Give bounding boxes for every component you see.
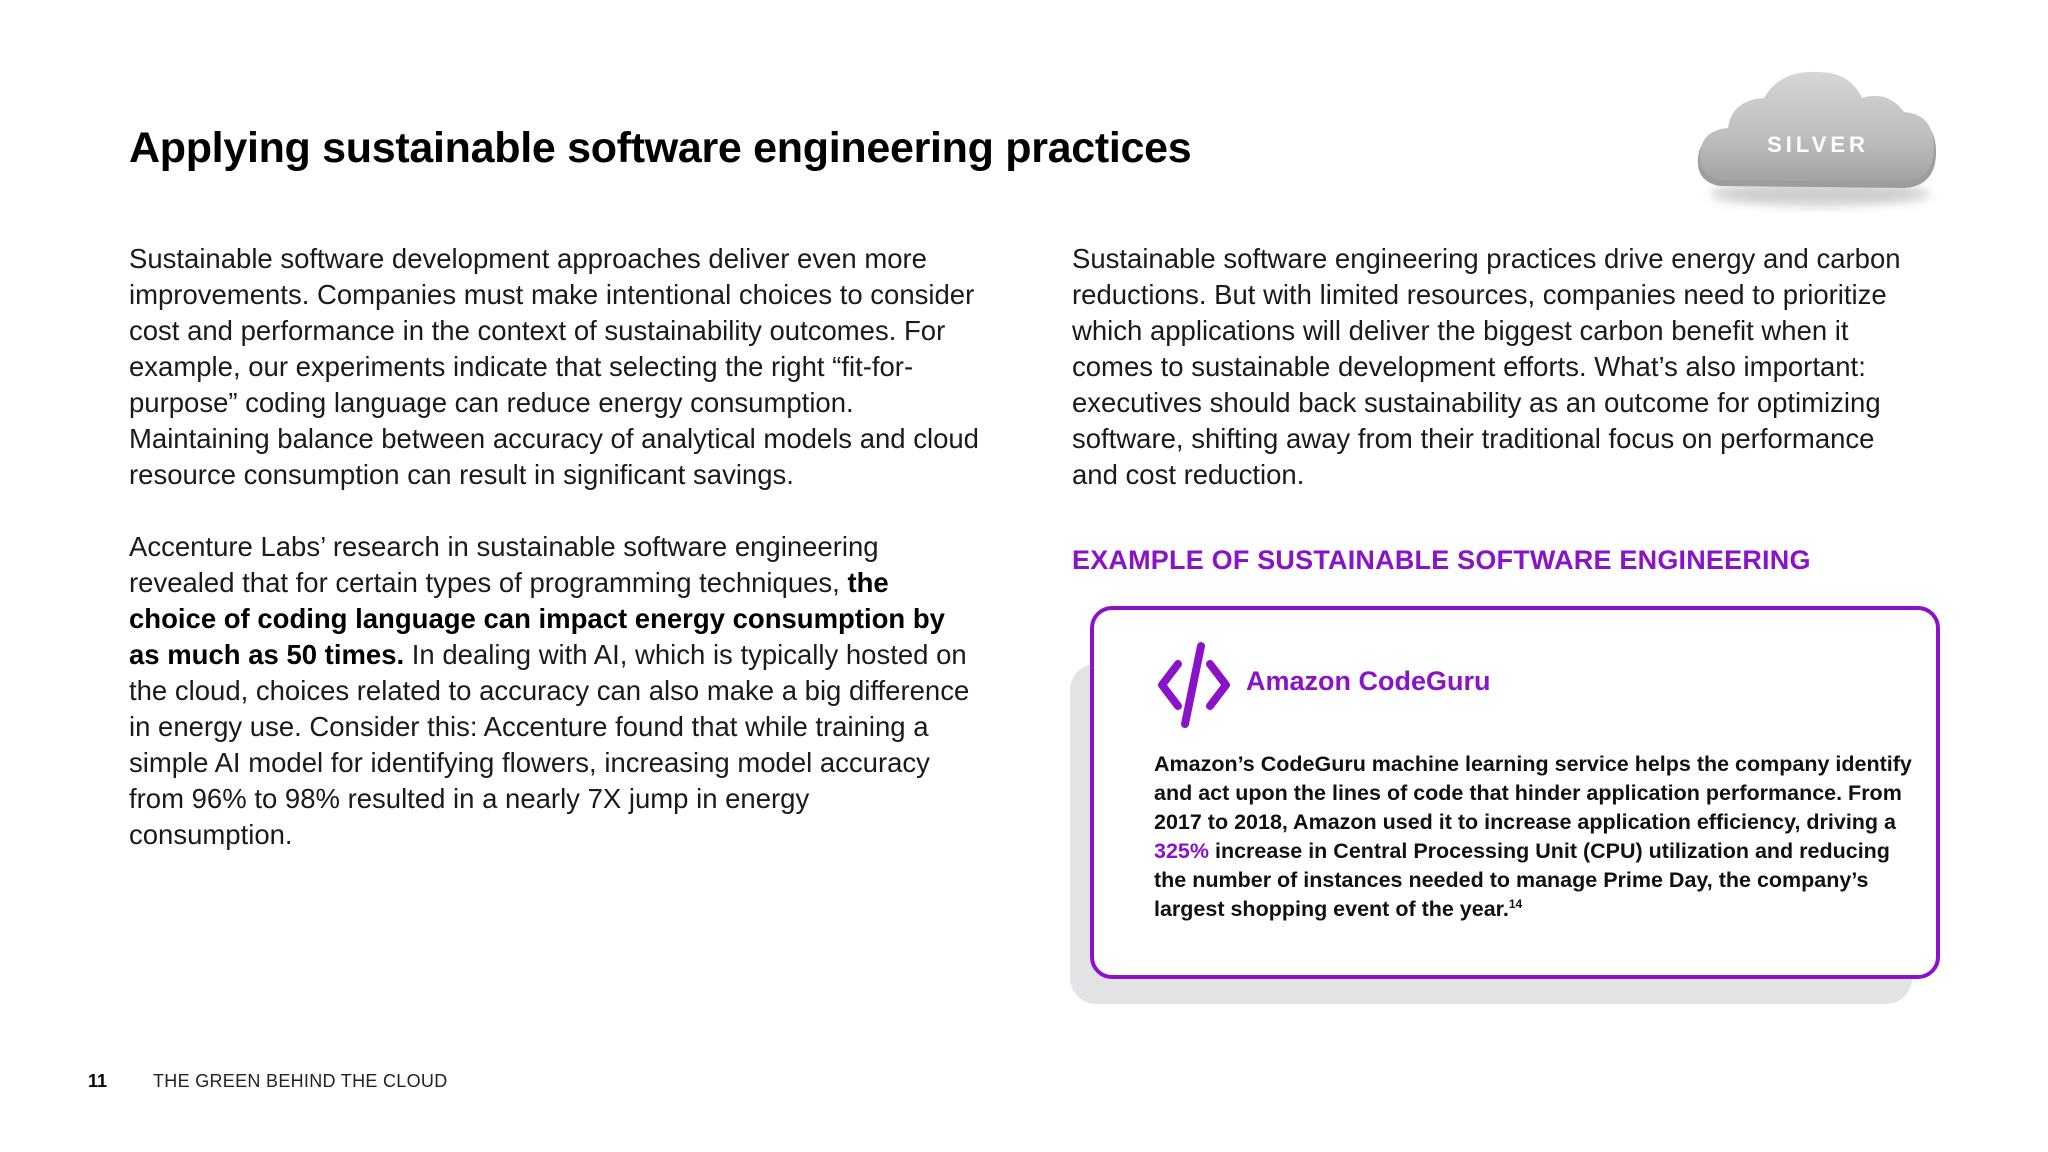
silver-cloud-badge: [1690, 68, 1946, 216]
card-body-start: Amazon’s CodeGuru machine learning service helps the company identify and act upon the lines of code that hinder application performance. From 2017 to 2018, Amazon used it to increase application efficiency, driving a: [1154, 752, 1912, 834]
badge-label: SILVER: [1767, 132, 1869, 157]
card-highlight-stat: 325%: [1154, 839, 1209, 863]
document-title: THE GREEN BEHIND THE CLOUD: [153, 1071, 448, 1091]
right-column: [1072, 241, 1922, 493]
example-card: [1090, 606, 1940, 979]
code-icon: [1154, 642, 1234, 728]
page-number: 11: [88, 1071, 108, 1091]
footnote-ref: 14: [1508, 896, 1523, 911]
paragraph-2-end: In dealing with AI, which is typically hosted on the cloud, choices related to accuracy can also make a big difference in energy use. Consider this: Accenture found that while training a simple AI model for identifying flowers, increasing model accuracy from 96% to 98% resulted in a nearly 7X jump in energy consumption.: [129, 639, 970, 850]
paragraph-2-bold: the choice of coding language can impact energy consumption by as much as 50 times.: [129, 567, 945, 670]
left-column: [129, 241, 979, 853]
card-body-end: increase in Central Processing Unit (CPU) utilization and reducing the number of instances needed to manage Prime Day, the company’s largest shopping event of the year.: [1154, 839, 1890, 921]
card-title: Amazon CodeGuru: [1246, 666, 1491, 696]
right-paragraph: Sustainable software engineering practices drive energy and carbon reductions. But with limited resources, companies need to prioritize which applications will deliver the biggest carbon benefit when it comes to sustainable development efforts. What’s also important: executives should back sustainability as an outcome for optimizing software, shifting away from their traditional focus on performance and cost reduction.: [1072, 243, 1901, 490]
paragraph-2-start: Accenture Labs’ research in sustainable software engineering revealed that for certain types of programming techniques,: [129, 531, 879, 598]
card-body: [1154, 750, 1914, 924]
left-paragraph-1: Sustainable software development approaches deliver even more improvements. Companies must make intentional choices to consider cost and performance in the context of sustainability outcomes. For example, our experiments indicate that selecting the right “fit-for-purpose” coding language can reduce energy consumption. Maintaining balance between accuracy of analytical models and cloud resource consumption can result in significant savings.: [129, 243, 979, 490]
left-paragraph-2: [129, 529, 979, 853]
page-title: Applying sustainable software engineering practices: [129, 124, 1192, 172]
section-heading: EXAMPLE OF SUSTAINABLE SOFTWARE ENGINEERING: [1072, 545, 1811, 575]
